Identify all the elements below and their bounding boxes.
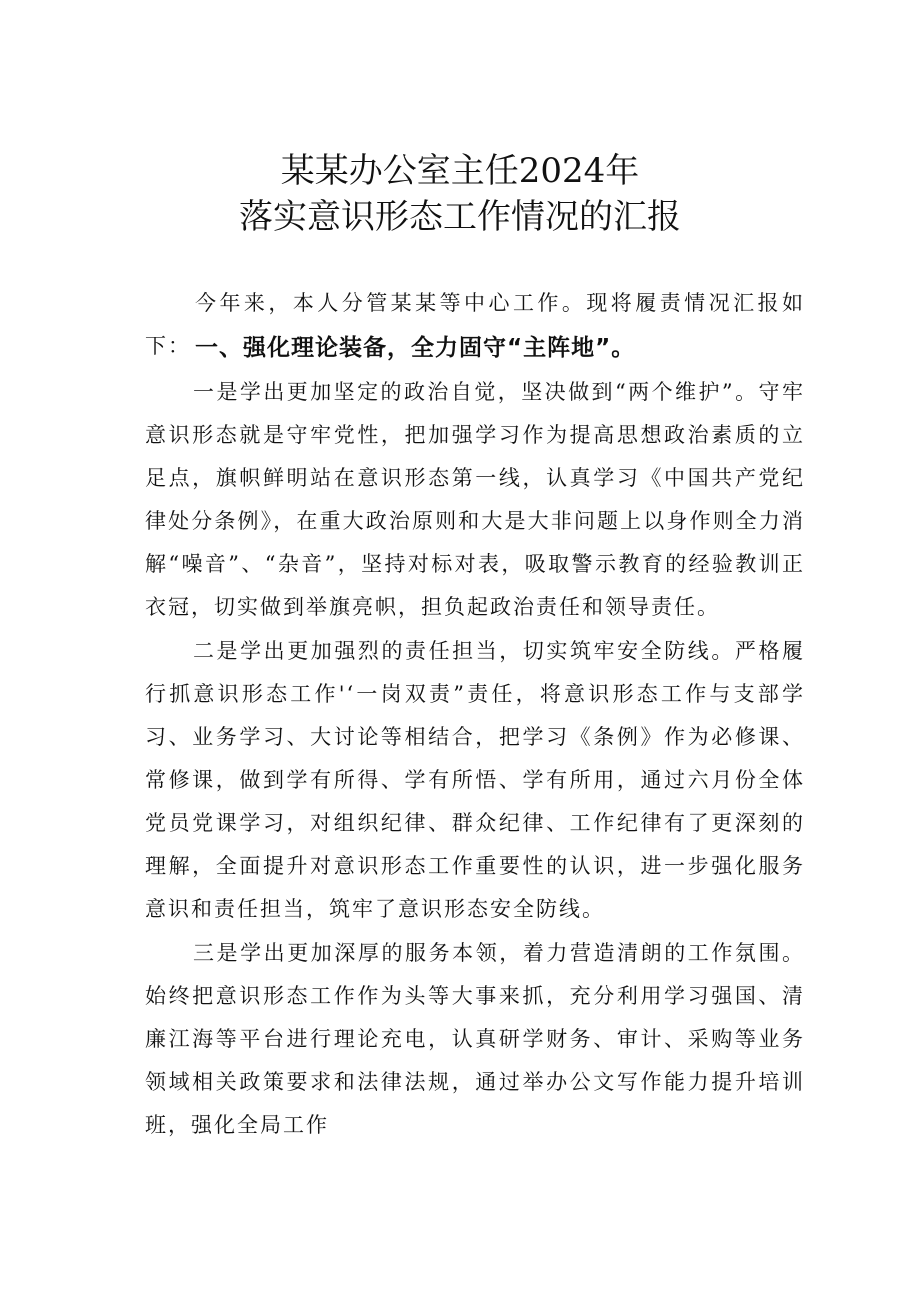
section-1-heading: 一、强化理论装备，全力固守“主阵地”。 (195, 335, 636, 361)
paragraph-2: 二是学出更加强烈的责任担当，切实筑牢安全防线。严格履行抓意识形态工作'‘一岗双责”责任，将意识形态工作与支部学习、业务学习、大讨论等相结合，把学习《条例》作为必修课、常修课，做到学有所得、学有所悟、学有所用，通过六月份全体党员党课学习，对组织纪律、群众纪律、工作纪律有了更深刻的理解，全面提升对意识形态工作重要性的认识，进一步强化服务意识和责任担当，筑牢了意识形态安全防线。 (145, 639, 805, 921)
paragraph-1: 一是学出更加坚定的政治自觉，坚决做到“两个维护”。守牢意识形态就是守牢党性，把加强学习作为提高思想政治素质的立足点，旗帜鲜明站在意识形态第一线，认真学习《中国共产党纪律处分条例》，在重大政治原则和大是大非问题上以身作则全力消解“噪音”、“杂音”，坚持对标对表，吸取警示教育的经验教训正衣冠，切实做到举旗亮帜，担负起政治责任和领导责任。 (145, 380, 805, 619)
paragraph-3: 三是学出更加深厚的服务本领，着力营造清朗的工作氛围。始终把意识形态工作作为头等大事来抓，充分利用学习强国、清廉江海等平台进行理论充电，认真研学财务、审计、采购等业务领域相关政策要求和法律法规，通过举办公文写作能力提升培训班，强化全局工作 (145, 941, 805, 1137)
document-title-line-1: 某某办公室主任2024年 (280, 151, 640, 191)
intro-paragraph: 今年来，本人分管某某等中心工作。现将履责情况汇报如下： (145, 291, 805, 358)
document-title-line-2: 落实意识形态工作情况的汇报 (239, 197, 681, 237)
